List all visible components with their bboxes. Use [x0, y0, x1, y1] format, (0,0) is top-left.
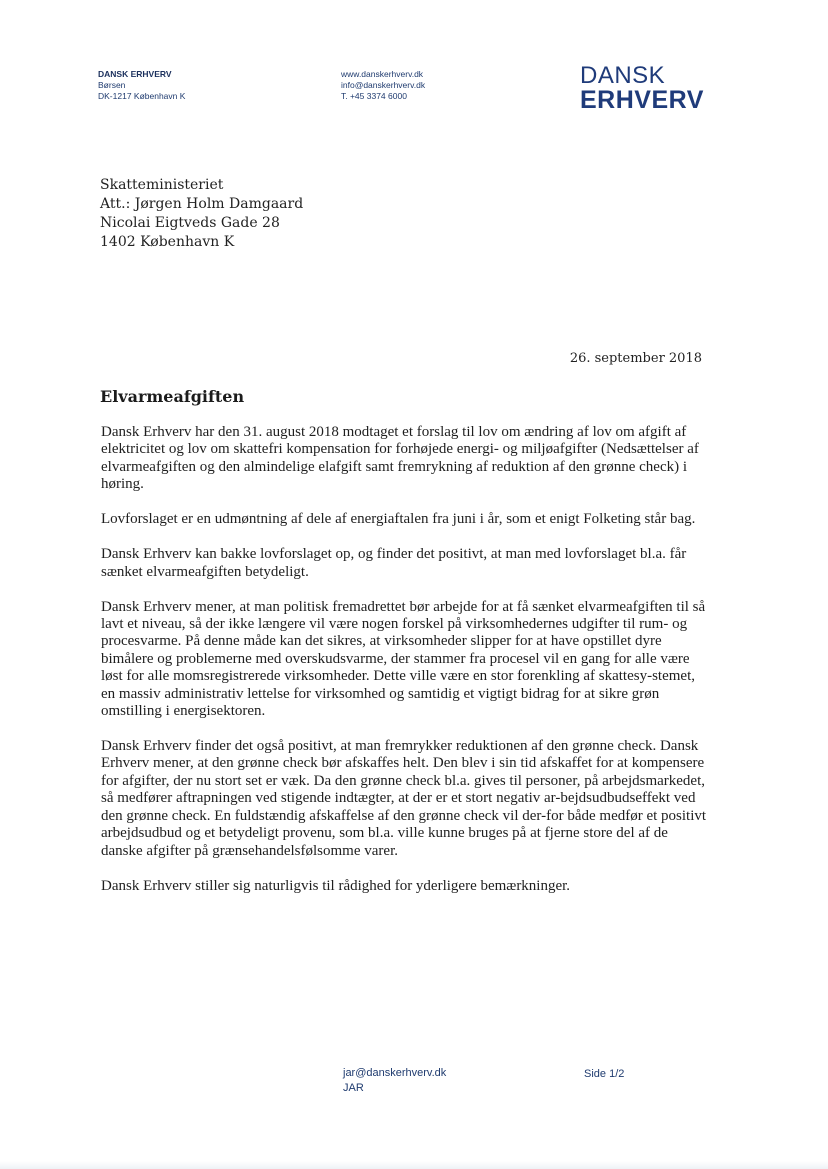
- footer-contact: [343, 1066, 446, 1096]
- logo-line-1: DANSK: [580, 62, 666, 89]
- sender-website: www.danskerhverv.dk: [341, 69, 424, 79]
- footer-initials: JAR: [343, 1082, 364, 1094]
- logo-line-2: ERHVERV: [580, 86, 704, 114]
- footer-email: jar@danskerhverv.dk: [343, 1067, 447, 1079]
- sender-company-name: DANSK ERHVERV: [98, 69, 172, 79]
- scan-edge-shading: [0, 1161, 828, 1169]
- sender-postal-address: DK-1217 København K: [98, 91, 186, 101]
- body-paragraph: Dansk Erhverv mener, at man politisk fremadrettet bør arbejde for at få sænket elvarmeafgiften til så lavt et niveau, så der ikke længere vil være nogen forskel på virksomhedernes udgifter til rum- og procesvarme. På denne måde kan det sikres, at virksomheder slipper for at have opstillet dyre bimålere og problemerne med overskudsvarme, der stammer fra procesel vil en gang for alle være løst for alle momsregistrerede virksomheder. Dette ville være en stor forenkling af skattesy-stemet, en massiv administrativ lettelse for virksomhed og samtidig et vigtigt bidrag for at sikre grøn omstilling i energisektoren.: [101, 598, 706, 720]
- sender-contact-info: [341, 69, 425, 102]
- recipient-line: Skatteministeriet: [100, 177, 224, 193]
- page-number: Side 1/2: [584, 1068, 625, 1080]
- sender-phone: T. +45 3374 6000: [341, 91, 407, 101]
- sender-address: [98, 69, 185, 102]
- letter-body: [101, 424, 708, 913]
- letter-date: 26. september 2018: [569, 351, 702, 366]
- sender-email: info@danskerhverv.dk: [341, 80, 426, 90]
- body-paragraph: Dansk Erhverv stiller sig naturligvis til rådighed for yderligere bemærkninger.: [101, 877, 571, 894]
- sender-building: Børsen: [98, 80, 126, 90]
- recipient-line: Att.: Jørgen Holm Damgaard: [100, 196, 304, 212]
- letter-subject: Elvarmeafgiften: [100, 387, 245, 406]
- body-paragraph: Lovforslaget er en udmøntning af dele af energiaftalen fra juni i år, som et enigt Folketing står bag.: [101, 511, 696, 528]
- dansk-erhverv-logo: [580, 64, 704, 112]
- body-paragraph: Dansk Erhverv har den 31. august 2018 modtaget et forslag til lov om ændring af lov om afgift af elektricitet og lov om skattefri kompensation for forhøjede energi- og miljøafgifter (Nedsættelser af elvarmeafgiften og den almindelige elafgift samt fremrykning af reduktion af den grønne check) i høring.: [101, 424, 699, 493]
- recipient-line: Nicolai Eigtveds Gade 28: [100, 215, 280, 231]
- recipient-address: [100, 176, 303, 252]
- recipient-line: 1402 København K: [100, 234, 235, 250]
- body-paragraph: Dansk Erhverv finder det også positivt, at man fremrykker reduktionen af den grønne check. Dansk Erhverv mener, at den grønne check bør afskaffes helt. Den blev i sin tid afskaffet for at kompensere for afgifter, der nu stort set er væk. Da den grønne check bl.a. gives til personer, på arbejdsmarkedet, så medfører aftrapningen ved stigende indtægter, at der er et stort negativ ar-bejdsudbudseffekt ved den grønne check. En fuldstændig afskaffelse af den grønne check vil der-for både medfør et positivt arbejdsudbud og et betydeligt provenu, som bl.a. ville kunne bruges på at fjerne store del af de danske afgifter på grænsehandelsfølsomme varer.: [101, 738, 707, 859]
- body-paragraph: Dansk Erhverv kan bakke lovforslaget op, og finder det positivt, at man med lovforslaget bl.a. får sænket elvarmeafgiften betydeligt.: [101, 546, 687, 580]
